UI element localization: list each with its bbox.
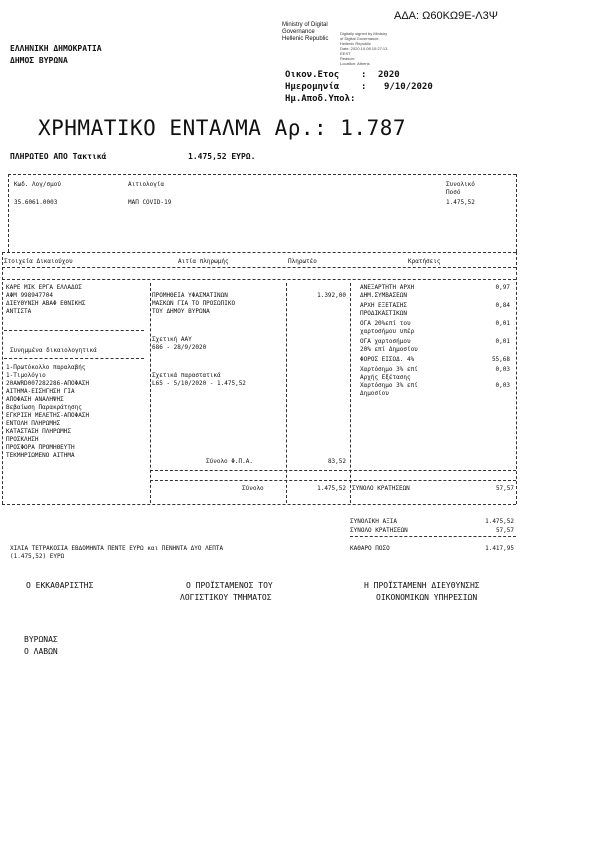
summary-value: 57,57	[495, 527, 514, 534]
net-value: 1.417,95	[485, 545, 514, 552]
divider	[8, 174, 9, 252]
amount-in-words-2: (1.475,52) ΕΥΡΩ	[10, 553, 65, 560]
payment-reason-line: ΤΟΥ ΔΗΜΟΥ ΒΥΡΩΝΑ	[152, 308, 210, 315]
deduction-label: 20% επί Δημοσίου	[360, 346, 418, 353]
supporting-doc: ΚΑΤΑΣΤΑΣΗ ΠΛΗΡΩΜΗΣ	[6, 428, 72, 435]
deduction-label: ΠΡΟΔΙΚΑΣΤΙΚΩΝ	[360, 310, 407, 317]
supporting-doc: ΕΓΚΡΙΣΗ ΜΕΛΕΤΗΣ-ΑΠΟΦΑΣΗ	[6, 412, 90, 419]
divider	[4, 358, 144, 359]
deduction-value: 0,01	[495, 320, 510, 327]
divider	[4, 330, 144, 331]
total-value: 1.475,52	[317, 485, 346, 492]
creditor-line: ΑΝΤΙΣΤΑ	[6, 308, 32, 315]
divider	[2, 252, 3, 504]
divider	[516, 252, 517, 504]
signatory-accounting-dept: ΛΟΓΙΣΤΙΚΟΥ ΤΜΗΜΑΤΟΣ	[180, 593, 272, 602]
creditor-line: ΑΦΜ 998947704	[6, 292, 53, 299]
colon-2: :	[361, 82, 367, 92]
divider	[516, 174, 517, 252]
digital-signature-block: Digitally signed by Ministry of Digital Governance, Hellenic Republic Date: 2020.10.08 10:27:13 EEST Reason: Location: Athens	[340, 31, 388, 66]
deduction-label: ΦΟΡΟΣ ΕΙΣΟΔ. 4%	[360, 356, 415, 363]
deduction-label: ΟΓΑ χαρτοσήμου	[360, 338, 411, 345]
payment-reason-line: ΜΑΣΚΩΝ ΓΙΑ ΤΟ ΠΡΟΣΩΠΙΚΟ	[152, 300, 236, 307]
signatory-accounting-head: Ο ΠΡΟΪΣΤΑΜΕΝΟΣ ΤΟΥ	[186, 581, 273, 590]
budget-desc: ΜΑΠ COVID-19	[128, 199, 172, 206]
signatory-director: Η ΠΡΟΪΣΤΑΜΕΝΗ ΔΙΕΥΘΥΝΣΗΣ	[364, 581, 480, 590]
deduction-label: ΟΓΑ 20%επί του	[360, 320, 411, 327]
ministry-line-2: Governance	[282, 29, 315, 35]
fpa-value: 83,52	[327, 458, 346, 465]
deduction-label: ΑΡΧΗ ΕΞΕΤΑΣΗΣ	[360, 302, 407, 309]
ministry-line-1: Ministry of Digital	[282, 22, 328, 28]
ada-code: ΑΔΑ: Ω60ΚΩ9Ε-Λ3Ψ	[394, 10, 498, 22]
deduction-label: Αρχής Εξέτασης	[360, 374, 411, 381]
related-ref: L65 - 5/10/2020 - 1.475,52	[152, 380, 246, 387]
divider	[2, 252, 516, 253]
payable-label: ΠΛΗΡΩΤΕΟ ΑΠΟ Τακτικά	[10, 152, 107, 161]
signatory-directorate: ΟΙΚΟΝΟΜΙΚΩΝ ΥΠΗΡΕΣΙΩΝ	[376, 593, 478, 602]
deduction-label: ΔΗΜ.ΣΥΜΒΑΣΕΩΝ	[360, 292, 407, 299]
divider	[2, 267, 516, 268]
colon-1: :	[361, 70, 367, 80]
summary-label: ΣΥΝΟΛΙΚΗ ΑΞΙΑ	[350, 518, 397, 525]
budget-code-header: Κωδ. Λογ/σμού	[14, 181, 61, 188]
ref-label: Ημ.Αποδ.Υπολ:	[285, 94, 356, 104]
deduction-value: 0,97	[495, 284, 510, 291]
supporting-doc: 1-Πρωτόκολλο παραλαβής	[6, 364, 86, 371]
payable-amount: 1.475,52 ΕΥΡΩ.	[188, 152, 256, 161]
org-line-1: ΕΛΛΗΝΙΚΗ ΔΗΜΟΚΡΑΤΙΑ	[10, 44, 102, 53]
amount-in-words: ΧΙΛΙΑ ΤΕΤΡΑΚΟΣΙΑ ΕΒΔΟΜΗΝΤΑ ΠΕΝΤΕ ΕΥΡΩ και ΠΕΝΗΝΤΑ ΔΥΟ ΛΕΠΤΑ	[10, 545, 224, 552]
budget-desc-header: Αιτιολογία	[128, 181, 165, 188]
ministry-line-3: Hellenic Republic	[282, 36, 329, 42]
divider	[350, 536, 516, 537]
supporting-doc: ΕΝΤΟΛΗ ΠΛΗΡΩΜΗΣ	[6, 420, 61, 427]
payment-reason-line: ΠΡΟΜΗΘΕΙΑ ΥΦΑΣΜΑΤΙΝΩΝ	[152, 292, 228, 299]
section-amount: Πληρωτέο	[288, 258, 317, 265]
signatory-clearing: Ο ΕΚΚΑΘΑΡΙΣΤΗΣ	[26, 581, 94, 590]
deduction-label: Δημοσίου	[360, 390, 389, 397]
deductions-total-label: ΣΥΝΟΛΟ ΚΡΑΤΗΣΕΩΝ	[352, 485, 410, 492]
deduction-value: 0,01	[495, 338, 510, 345]
supporting-doc: ΑΙΤΗΜΑ-ΕΙΣΗΓΗΣΗ ΓΙΑ	[6, 388, 75, 395]
divider	[150, 470, 516, 471]
divider	[8, 174, 516, 175]
deduction-label: χαρτοσήμου υπέρ	[360, 328, 415, 335]
supporting-doc: 20AWRD007282286-ΑΠΟΦΑΣΗ	[6, 380, 90, 387]
deduction-value: 0,03	[495, 366, 510, 373]
page-title: ΧΡΗΜΑΤΙΚΟ ΕΝΤΑΛΜΑ Αρ.: 1.787	[38, 116, 407, 140]
supporting-docs-label: Συνημμένα δικαιολογητικά	[10, 347, 97, 354]
date-value: 9/10/2020	[384, 82, 433, 92]
fpa-label: Σύνολο Φ.Π.Α.	[206, 458, 253, 465]
budget-code: 35.6061.0003	[14, 199, 58, 206]
budget-total-header: Συνολικό Ποσό	[446, 181, 475, 196]
divider	[150, 480, 516, 481]
supporting-doc: Βεβαίωση Παρακράτησης	[6, 404, 82, 411]
deduction-value: 0,84	[495, 302, 510, 309]
deduction-value: 55,68	[491, 356, 510, 363]
creditor-line: ΔΙΕΥΘΥΝΣΗ ΑΒΑΦ ΕΘΝΙΚΗΣ	[6, 300, 86, 307]
divider	[2, 504, 516, 505]
org-line-2: ΔΗΜΟΣ ΒΥΡΩΝΑ	[10, 56, 68, 65]
deduction-value: 0,03	[495, 382, 510, 389]
receiver-label: Ο ΛΑΒΩΝ	[24, 647, 58, 656]
summary-label: ΣΥΝΟΛΟ ΚΡΑΤΗΣΕΩΝ	[350, 527, 408, 534]
payment-amount: 1.392,00	[317, 292, 346, 299]
supporting-doc: ΠΡΟΣΦΟΡΑ ΠΡΟΜΗΘΕΥΤΗ	[6, 444, 75, 451]
supporting-doc: 1-Τιμολόγιο	[6, 372, 46, 379]
related-aay-label: Σχετική ΑΑΥ	[152, 336, 192, 343]
supporting-doc: ΠΡΟΣΚΛΗΣΗ	[6, 436, 39, 443]
deductions-total-value: 57,57	[495, 485, 514, 492]
supporting-doc: ΤΕΚΜΗΡΙΩΜΕΝΟ ΑΙΤΗΜΑ	[6, 452, 75, 459]
date-label: Ημερομηνία	[285, 82, 340, 92]
budget-total: 1.475,52	[446, 199, 475, 206]
net-label: ΚΑΘΑΡΟ ΠΟΣΟ	[350, 545, 390, 552]
place-name: ΒΥΡΩΝΑΣ	[24, 635, 58, 644]
deduction-label: Χαρτόσημο 3% επί	[360, 382, 418, 389]
creditor-line: ΚΑΡΕ ΜΙΚ ΕΡΓΑ ΕΛΛΑΔΟΣ	[6, 284, 82, 291]
deduction-label: Χαρτόσημο 3% επί	[360, 366, 418, 373]
deduction-label: ΑΝΕΞΑΡΤΗΤΗ ΑΡΧΗ	[360, 284, 415, 291]
section-deductions: Κρατήσεις	[408, 258, 441, 265]
year-label: Οικον.Ετος	[285, 70, 340, 80]
related-ref-label: Σχετικά παραστατικά	[152, 372, 221, 379]
year-value: 2020	[378, 70, 400, 80]
total-label: Σύνολο	[242, 485, 264, 492]
section-creditor: Στοιχεία Δικαιούχου	[4, 258, 73, 265]
related-aay: 686 - 28/9/2020	[152, 344, 207, 351]
supporting-doc: ΑΠΟΦΑΣΗ ΑΝΑΛΗΨΗΣ	[6, 396, 64, 403]
summary-value: 1.475,52	[485, 518, 514, 525]
divider	[2, 279, 516, 280]
section-payment: Αιτία πληρωμής	[178, 258, 229, 265]
